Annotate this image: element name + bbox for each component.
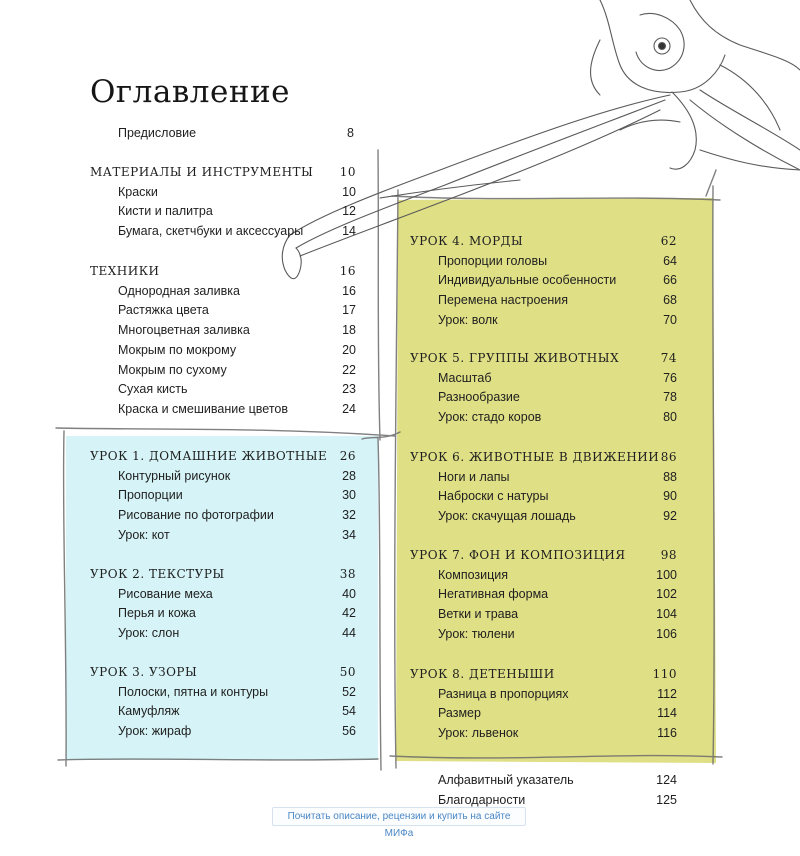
toc-entry-label: Индивидуальные особенности <box>438 273 617 288</box>
toc-intro-page: 8 <box>347 126 354 140</box>
toc-entry-label: Урок: стадо коров <box>438 410 542 425</box>
toc-section-heading-label: УРОК 6. ЖИВОТНЫЕ В ДВИЖЕНИИ <box>410 450 660 464</box>
toc-entry <box>90 300 356 320</box>
toc-section-heading-label: УРОК 1. ДОМАШНИЕ ЖИВОТНЫЕ <box>90 449 328 463</box>
toc-section-heading <box>90 162 356 182</box>
toc-entry-label: Бумага, скетчбуки и аксессуары <box>118 224 304 239</box>
toc-entry-page: 20 <box>342 342 356 357</box>
toc-entry-label: Растяжка цвета <box>118 303 209 318</box>
toc-entry-label: Урок: скачущая лошадь <box>438 509 576 524</box>
toc-intro-label: Предисловие <box>118 126 197 140</box>
toc-entry <box>90 360 356 380</box>
toc-entry <box>90 603 356 623</box>
toc-entry <box>90 281 356 301</box>
toc-entry-label: Мокрым по сухому <box>118 362 227 377</box>
toc-entry <box>90 340 356 360</box>
toc-entry <box>90 320 356 340</box>
toc-section-heading-label: УРОК 3. УЗОРЫ <box>90 665 198 679</box>
toc-entry-page: 66 <box>663 273 677 288</box>
toc-entry-page: 10 <box>342 184 356 199</box>
toc-entry-page: 112 <box>657 686 677 701</box>
toc-section-heading-label: УРОК 8. ДЕТЕНЫШИ <box>410 667 555 681</box>
toc-entry-page: 32 <box>342 508 356 523</box>
toc-section-heading <box>90 662 356 682</box>
toc-entry-page: 30 <box>342 488 356 503</box>
toc-entry-label: Наброски с натуры <box>438 489 549 504</box>
toc-section-heading-label: УРОК 4. МОРДЫ <box>410 234 524 248</box>
toc-entry-label: Перемена настроения <box>438 293 569 308</box>
toc-entry <box>90 182 356 202</box>
toc-entry <box>90 399 356 419</box>
toc-entry-page: 78 <box>663 390 677 405</box>
toc-section-heading-page: 98 <box>660 548 677 562</box>
toc-section-heading-label: УРОК 7. ФОН И КОМПОЗИЦИЯ <box>410 548 626 562</box>
toc-entry-page: 16 <box>342 283 356 298</box>
toc-section-heading-page: 50 <box>339 665 356 679</box>
toc-section-heading-page: 38 <box>339 567 356 581</box>
toc-entry-label: Контурный рисунок <box>118 468 231 483</box>
page-title: Оглавление <box>90 74 290 110</box>
toc-entry-label: Ноги и лапы <box>438 469 510 484</box>
toc-entry-page: 54 <box>342 704 356 719</box>
toc-entry-label: Краски <box>118 184 158 199</box>
toc-section-heading <box>410 545 677 565</box>
toc-section-heading <box>410 664 677 684</box>
toc-entry-label: Кисти и палитра <box>118 204 213 219</box>
toc-entry-label: Многоцветная заливка <box>118 323 250 338</box>
toc-entry <box>410 368 677 388</box>
toc-entry-label: Краска и смешивание цветов <box>118 401 289 416</box>
toc-entry-label: Урок: тюлени <box>438 626 515 641</box>
toc-entry-page: 34 <box>342 527 356 542</box>
toc-entry <box>90 505 356 525</box>
toc-entry-label: Рисование меха <box>118 586 213 601</box>
toc-section-heading <box>410 231 677 251</box>
toc-entry-label: Негативная форма <box>438 587 549 602</box>
toc-entry-label: Масштаб <box>438 370 492 385</box>
toc-entry-page: 106 <box>656 626 677 641</box>
toc-entry-page: 18 <box>342 323 356 338</box>
toc-entry-page: 102 <box>656 587 677 602</box>
toc-back-matter-label: Благодарности <box>438 793 526 807</box>
toc-entry <box>410 684 677 704</box>
toc-entry-page: 116 <box>657 726 677 741</box>
toc-entry-page: 88 <box>663 469 677 484</box>
toc-back-matter-page: 124 <box>656 773 677 787</box>
toc-entry-page: 64 <box>663 253 677 268</box>
toc-intro <box>90 123 354 143</box>
toc-entry-label: Пропорции <box>118 488 183 503</box>
toc-entry <box>90 623 356 643</box>
toc-entry-label: Рисование по фотографии <box>118 508 274 523</box>
toc-entry <box>410 310 677 330</box>
toc-entry <box>90 379 356 399</box>
toc-entry-label: Урок: волк <box>438 312 498 327</box>
toc-entry-label: Урок: жираф <box>118 724 192 739</box>
toc-entry-page: 80 <box>663 410 677 425</box>
toc-entry-label: Однородная заливка <box>118 283 240 298</box>
toc-section-heading <box>410 447 677 467</box>
toc-entry <box>410 387 677 407</box>
toc-entry <box>90 701 356 721</box>
toc-entry-label: Разница в пропорциях <box>438 686 569 701</box>
toc-entry-page: 22 <box>342 362 356 377</box>
toc-section-heading <box>90 446 356 466</box>
toc-entry-label: Урок: слон <box>118 626 180 641</box>
toc-entry <box>410 604 677 624</box>
toc-entry-page: 14 <box>342 224 356 239</box>
toc-entry <box>410 584 677 604</box>
toc-back-matter <box>410 770 677 790</box>
toc-section-heading <box>90 564 356 584</box>
toc-entry-label: Урок: кот <box>118 527 170 542</box>
toc-entry-page: 23 <box>342 382 356 397</box>
toc-section-heading-page: 110 <box>652 667 677 681</box>
toc-entry <box>90 682 356 702</box>
toc-entry <box>90 221 356 241</box>
toc-entry-page: 68 <box>663 293 677 308</box>
toc-entry <box>410 624 677 644</box>
toc-entry-label: Сухая кисть <box>118 382 188 397</box>
toc-entry-label: Мокрым по мокрому <box>118 342 237 357</box>
toc-entry <box>410 486 677 506</box>
toc-entry-page: 40 <box>342 586 356 601</box>
toc-entry-label: Урок: львенок <box>438 726 519 741</box>
toc-entry-page: 90 <box>663 489 677 504</box>
toc-entry-page: 100 <box>656 567 677 582</box>
toc-entry-page: 114 <box>657 706 677 721</box>
toc-section-heading-label: УРОК 5. ГРУППЫ ЖИВОТНЫХ <box>410 351 620 365</box>
toc-entry-page: 44 <box>342 626 356 641</box>
toc-entry <box>410 506 677 526</box>
toc-entry-label: Пропорции головы <box>438 253 548 268</box>
toc-entry <box>90 525 356 545</box>
toc-entry-page: 104 <box>656 607 677 622</box>
toc-section-heading <box>90 261 356 281</box>
toc-entry-label: Полоски, пятна и контуры <box>118 684 269 699</box>
toc-entry-label: Камуфляж <box>118 704 180 719</box>
toc-entry-label: Разнообразие <box>438 390 520 405</box>
toc-entry <box>410 290 677 310</box>
toc-section-heading-page: 86 <box>660 450 677 464</box>
toc-entry <box>90 584 356 604</box>
toc-back-matter-page: 125 <box>656 793 677 807</box>
toc-entry <box>410 270 677 290</box>
toc-entry <box>410 565 677 585</box>
toc-entry <box>410 467 677 487</box>
toc-entry <box>90 201 356 221</box>
toc-section-heading-page: 10 <box>339 165 356 179</box>
toc-section-heading-page: 62 <box>660 234 677 248</box>
toc-entry-page: 56 <box>342 724 356 739</box>
toc-entry-page: 76 <box>663 370 677 385</box>
toc-entry-page: 28 <box>342 468 356 483</box>
toc-entry-page: 52 <box>342 684 356 699</box>
toc-entry <box>410 723 677 743</box>
toc-section-heading-label: УРОК 2. ТЕКСТУРЫ <box>90 567 225 581</box>
toc-entry-page: 12 <box>342 204 356 219</box>
toc-section-heading-label: ТЕХНИКИ <box>90 264 160 278</box>
toc-entry <box>90 485 356 505</box>
toc-entry-page: 70 <box>663 312 677 327</box>
toc-entry-label: Композиция <box>438 567 509 582</box>
toc-entry-page: 17 <box>342 303 356 318</box>
toc-entry <box>410 407 677 427</box>
toc-section-heading-page: 74 <box>660 351 677 365</box>
toc-entry-label: Ветки и трава <box>438 607 519 622</box>
toc-section-heading <box>410 348 677 368</box>
toc-section-heading-page: 16 <box>339 264 356 278</box>
toc-entry-page: 42 <box>342 606 356 621</box>
toc-entry <box>410 703 677 723</box>
toc-back-matter-label: Алфавитный указатель <box>438 773 574 787</box>
toc-entry-label: Размер <box>438 706 481 721</box>
toc-entry-page: 24 <box>342 401 356 416</box>
toc-entry-label: Перья и кожа <box>118 606 196 621</box>
toc-entry <box>90 466 356 486</box>
toc-entry <box>90 721 356 741</box>
footer-buy-link[interactable]: Почитать описание, рецензии и купить на сайте МИФа <box>272 807 526 826</box>
toc-section-heading-page: 26 <box>339 449 356 463</box>
toc-entry-page: 92 <box>663 509 677 524</box>
toc-section-heading-label: МАТЕРИАЛЫ И ИНСТРУМЕНТЫ <box>90 165 314 179</box>
toc-entry <box>410 251 677 271</box>
